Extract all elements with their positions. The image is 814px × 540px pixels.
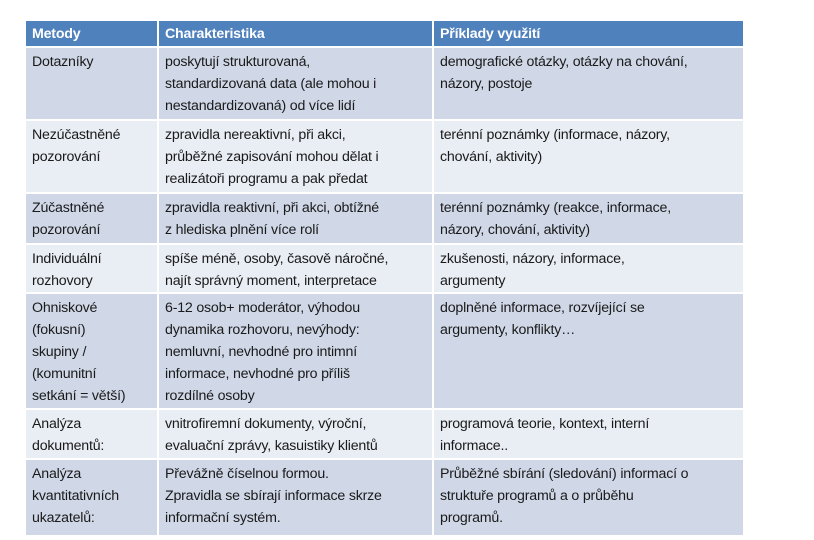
examples-cell [433, 459, 744, 536]
table-row [25, 120, 744, 193]
table-row [25, 409, 744, 459]
cell-text-line: rozdílné osoby [165, 388, 255, 404]
cell-text-line: argumenty, konflikty… [440, 322, 576, 338]
method-cell [25, 244, 158, 293]
table-row [25, 244, 744, 293]
cell-text-line: zpravidla reaktivní, při akci, obtížné [165, 200, 379, 216]
cell-text-line: (fokusní) [32, 322, 86, 338]
examples-cell [433, 120, 744, 193]
cell-text-line: ukazatelů: [32, 510, 95, 526]
cell-text-line: programů. [440, 510, 503, 526]
cell-text-line: vnitrofiremní dokumenty, výroční, [165, 416, 367, 432]
examples-cell [433, 409, 744, 459]
cell-text-line: zpravidla nereaktivní, při akci, [165, 127, 346, 143]
cell-text-line: najít správný moment, interpretace [165, 273, 377, 289]
cell-text-line: demografické otázky, otázky na chování, [440, 54, 688, 70]
cell-text-line: spíše méně, osoby, časově náročné, [165, 251, 389, 267]
cell-text-line: 6-12 osob+ moderátor, výhodou [165, 300, 360, 316]
cell-text-line: standardizovaná data (ale mohou i [165, 76, 377, 92]
cell-text-line: Analýza [32, 466, 82, 482]
characteristics-cell [158, 120, 433, 193]
table-row [25, 47, 744, 120]
cell-text-line: názory, postoje [440, 76, 533, 92]
cell-text-line: průběžné zapisování mohou dělat i [165, 149, 379, 165]
cell-text-line: názory, chování, aktivity) [440, 222, 590, 238]
header-examples: Příklady využití [433, 20, 744, 47]
examples-cell [433, 244, 744, 293]
examples-cell [433, 47, 744, 120]
cell-text-line: Zúčastněné [32, 200, 105, 216]
characteristics-cell [158, 244, 433, 293]
cell-text-line: (komunitní [32, 366, 97, 382]
header-row [25, 20, 744, 47]
cell-text-line: informace.. [440, 438, 508, 454]
cell-text-line: zkušenosti, názory, informace, [440, 251, 625, 267]
table-row [25, 293, 744, 409]
cell-text-line: Ohniskové [32, 300, 98, 316]
cell-text-line: Převážně číselnou formou. [165, 466, 329, 482]
cell-text-line: informace, nevhodné pro příliš [165, 366, 350, 382]
cell-text-line: z hlediska plnění více rolí [165, 222, 319, 238]
cell-text-line: chování, aktivity) [440, 149, 543, 165]
characteristics-cell [158, 293, 433, 409]
cell-text-line: setkání = větší) [32, 388, 126, 404]
table-row [25, 193, 744, 244]
cell-text-line: doplněné informace, rozvíjející se [440, 300, 645, 316]
cell-text-line: Nezúčastněné [32, 127, 121, 143]
characteristics-cell [158, 47, 433, 120]
cell-text-line: terénní poznámky (informace, názory, [440, 127, 670, 143]
characteristics-cell [158, 409, 433, 459]
cell-text-line: poskytují strukturovaná, [165, 54, 311, 70]
cell-text-line: nemluvní, nevhodné pro intimní [165, 344, 357, 360]
cell-text-line: pozorování [32, 222, 101, 238]
cell-text-line: dokumentů: [32, 438, 105, 454]
cell-text-line: Průběžné sbírání (sledování) informací o [440, 466, 689, 482]
cell-text-line: terénní poznámky (reakce, informace, [440, 200, 671, 216]
method-cell [25, 120, 158, 193]
characteristics-cell [158, 193, 433, 244]
method-cell [25, 47, 158, 120]
header-methods: Metody [25, 20, 158, 47]
cell-text-line: realizátoři programu a pak předat [165, 171, 368, 187]
cell-text-line: kvantitativních [32, 488, 119, 504]
methods-table [24, 19, 745, 537]
cell-text-line: struktuře programů a o průběhu [440, 488, 634, 504]
cell-text-line: skupiny / [32, 344, 87, 360]
cell-text-line: nestandardizovaná) od více lidí [165, 98, 356, 114]
cell-text-line: Analýza [32, 416, 82, 432]
cell-text-line: Individuální [32, 251, 102, 267]
method-cell [25, 293, 158, 409]
method-cell [25, 193, 158, 244]
examples-cell [433, 193, 744, 244]
cell-text-line: Dotazníky [32, 54, 94, 70]
cell-text-line: Zpravidla se sbírají informace skrze [165, 488, 382, 504]
characteristics-cell [158, 459, 433, 536]
header-characteristics: Charakteristika [158, 20, 433, 47]
table-row [25, 459, 744, 536]
cell-text-line: dynamika rozhovoru, nevýhody: [165, 322, 360, 338]
method-cell [25, 459, 158, 536]
cell-text-line: evaluační zprávy, kasuistiky klientů [165, 438, 378, 454]
examples-cell [433, 293, 744, 409]
cell-text-line: programová teorie, kontext, interní [440, 416, 650, 432]
cell-text-line: informační systém. [165, 510, 281, 526]
cell-text-line: argumenty [440, 273, 506, 289]
method-cell [25, 409, 158, 459]
cell-text-line: pozorování [32, 149, 101, 165]
cell-text-line: rozhovory [32, 273, 93, 289]
